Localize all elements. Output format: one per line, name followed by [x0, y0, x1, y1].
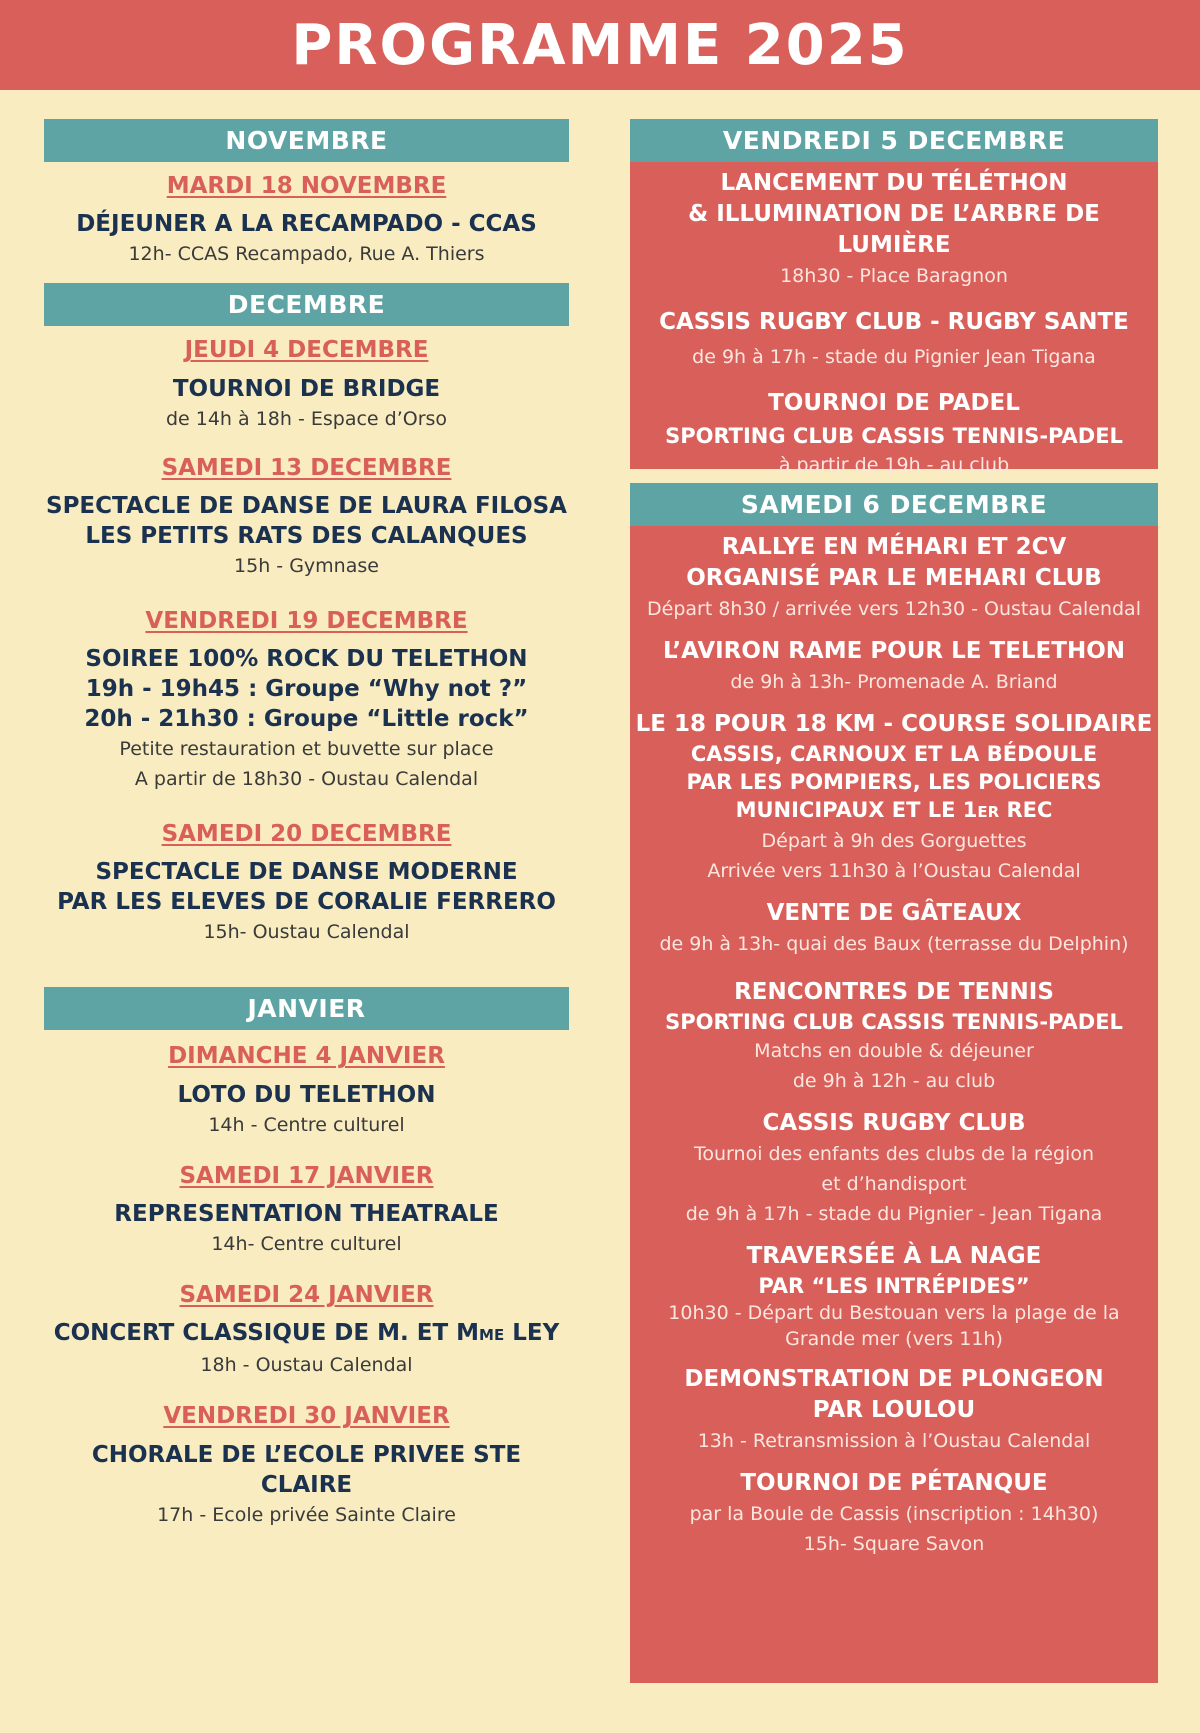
friday-events-panel — [630, 162, 1158, 476]
saturday-event-rallye — [630, 532, 1158, 624]
event-subtitle: CASSIS, CARNOUX ET LA BÉDOULE — [690, 742, 1098, 766]
event-dec-4 — [44, 338, 569, 433]
saturday-events-panel — [630, 526, 1158, 1683]
event-title: SPECTACLE DE DANSE DE LAURA FILOSA — [46, 492, 567, 519]
event-subtitle: SPORTING CLUB CASSIS TENNIS-PADEL — [665, 1010, 1123, 1034]
event-info: par la Boule de Cassis (inscription : 14h30) — [689, 1503, 1099, 1525]
event-info: 12h- CCAS Recampado, Rue A. Thiers — [128, 243, 485, 266]
event-date: SAMEDI 13 DECEMBRE — [161, 454, 452, 481]
event-info: de 9h à 17h - stade du Pignier - Jean Tigana — [685, 1203, 1103, 1225]
event-info: 17h - Ecole privée Sainte Claire — [157, 1503, 456, 1526]
event-title: DÉJEUNER A LA RECAMPADO - CCAS — [76, 211, 537, 238]
event-title: TOURNOI DE BRIDGE — [172, 375, 441, 402]
friday-event-telethon — [630, 168, 1158, 291]
event-date: MARDI 18 NOVEMBRE — [166, 173, 447, 199]
event-subtitle: ORGANISÉ PAR LE MEHARI CLUB — [686, 565, 1102, 591]
event-jan-24 — [44, 1283, 569, 1380]
event-dec-20 — [44, 822, 569, 947]
event-dec-13 — [44, 456, 569, 581]
event-nov-18 — [44, 174, 569, 269]
subtitle-superscript: ER — [977, 803, 1000, 821]
event-title: RENCONTRES DE TENNIS — [734, 979, 1054, 1005]
event-info: Départ à 9h des Gorguettes — [761, 830, 1027, 852]
event-info: 15h - Gymnase — [234, 554, 379, 577]
event-info: 14h- Centre culturel — [211, 1233, 402, 1256]
event-subtitle: PAR LOULOU — [812, 1397, 976, 1423]
event-subtitle: 20h - 21h30 : Groupe “Little rock” — [84, 706, 529, 733]
event-title: CHORALE DE L’ECOLE PRIVEE STE CLAIRE — [91, 1441, 522, 1498]
day-header-saturday: SAMEDI 6 DECEMBRE — [630, 483, 1158, 526]
event-info: à partir de 19h - au club — [778, 454, 1010, 476]
event-date: SAMEDI 20 DECEMBRE — [161, 821, 452, 848]
event-info: 15h- Square Savon — [803, 1533, 985, 1555]
event-date: SAMEDI 24 JANVIER — [179, 1282, 434, 1309]
event-title: CASSIS RUGBY CLUB — [762, 1110, 1026, 1136]
event-info: Petite restauration et buvette sur place — [119, 738, 494, 761]
saturday-event-tennis — [630, 977, 1158, 1096]
event-jan-17 — [44, 1164, 569, 1259]
event-info: et d’handisport — [821, 1173, 967, 1195]
event-title: LANCEMENT DU TÉLÉTHON — [720, 170, 1068, 196]
saturday-event-course — [630, 709, 1158, 886]
saturday-event-gateaux — [630, 898, 1158, 959]
event-title: REPRESENTATION THEATRALE — [114, 1201, 499, 1228]
event-title: SPECTACLE DE DANSE MODERNE — [95, 859, 518, 886]
event-subtitle: PAR LES ELEVES DE CORALIE FERRERO — [57, 889, 556, 916]
event-info: 13h - Retransmission à l’Oustau Calendal — [697, 1430, 1091, 1452]
event-info: de 9h à 12h - au club — [792, 1070, 996, 1092]
event-date: SAMEDI 17 JANVIER — [179, 1162, 434, 1189]
event-title: LOTO DU TELETHON — [177, 1081, 436, 1108]
month-header-november: NOVEMBRE — [44, 119, 569, 162]
event-title — [44, 1318, 569, 1350]
event-dec-19 — [44, 609, 569, 794]
saturday-event-aviron — [630, 636, 1158, 697]
event-jan-4 — [44, 1044, 569, 1139]
event-info: A partir de 18h30 - Oustau Calendal — [134, 768, 479, 791]
event-title: SOIREE 100% ROCK DU TELETHON — [85, 646, 528, 673]
event-title: DEMONSTRATION DE PLONGEON — [684, 1366, 1104, 1392]
event-subtitle — [630, 796, 1158, 826]
event-info: de 9h à 13h- quai des Baux (terrasse du Delphin) — [659, 933, 1129, 955]
saturday-event-petanque — [630, 1468, 1158, 1559]
title-superscript: ME — [479, 1326, 505, 1345]
event-info: de 9h à 17h - stade du Pignier Jean Tigana — [692, 346, 1096, 368]
event-info: de 9h à 13h- Promenade A. Briand — [730, 671, 1058, 693]
event-title: TRAVERSÉE À LA NAGE — [746, 1243, 1042, 1269]
saturday-event-rugby — [630, 1108, 1158, 1229]
event-subtitle: LES PETITS RATS DES CALANQUES — [85, 522, 528, 549]
event-info: 18h30 - Place Baragnon — [780, 265, 1008, 287]
event-info: Matchs en double & déjeuner — [754, 1040, 1034, 1062]
event-info: 18h - Oustau Calendal — [200, 1354, 413, 1377]
month-header-january: JANVIER — [44, 987, 569, 1030]
saturday-event-nage — [630, 1241, 1158, 1352]
right-column — [630, 119, 1158, 1683]
event-info: de 14h à 18h - Espace d’Orso — [165, 407, 448, 430]
event-subtitle: & ILLUMINATION DE L’ARBRE DE LUMIÈRE — [688, 201, 1100, 258]
event-subtitle: 19h - 19h45 : Groupe “Why not ?” — [85, 676, 528, 703]
event-info: Grande mer (vers 11h) — [785, 1328, 1003, 1350]
subtitle-text-end: REC — [999, 798, 1053, 822]
event-date: DIMANCHE 4 JANVIER — [168, 1043, 445, 1070]
event-subtitle: PAR “LES INTRÉPIDES” — [758, 1274, 1030, 1298]
event-info: Départ 8h30 / arrivée vers 12h30 - Oustau Calendal — [647, 598, 1141, 620]
event-info: 14h - Centre culturel — [208, 1113, 405, 1136]
event-info: 15h- Oustau Calendal — [203, 921, 410, 944]
event-title: CASSIS RUGBY CLUB - RUGBY SANTE — [659, 309, 1129, 335]
event-date: VENDREDI 19 DECEMBRE — [145, 607, 468, 634]
event-date: VENDREDI 30 JANVIER — [163, 1403, 450, 1430]
event-title: L’AVIRON RAME POUR LE TELETHON — [662, 638, 1126, 664]
friday-event-rugby — [630, 307, 1158, 372]
event-info: Arrivée vers 11h30 à l’Oustau Calendal — [707, 860, 1081, 882]
event-subtitle: SPORTING CLUB CASSIS TENNIS-PADEL — [665, 424, 1123, 448]
day-header-friday: VENDREDI 5 DECEMBRE — [630, 119, 1158, 162]
friday-event-padel — [630, 388, 1158, 480]
event-jan-30 — [44, 1404, 569, 1529]
saturday-event-plongeon — [630, 1364, 1158, 1456]
title-text: CONCERT CLASSIQUE DE M. ET M — [53, 1320, 480, 1347]
event-info: 10h30 - Départ du Bestouan vers la plage de la — [668, 1302, 1120, 1324]
event-title: TOURNOI DE PÉTANQUE — [740, 1470, 1048, 1496]
event-title: RALLYE EN MÉHARI ET 2CV — [721, 534, 1067, 560]
title-text-end: LEY — [504, 1320, 560, 1347]
event-title: TOURNOI DE PADEL — [768, 390, 1020, 416]
event-title: LE 18 POUR 18 KM - COURSE SOLIDAIRE — [635, 711, 1153, 737]
left-column — [44, 119, 569, 1530]
event-title: VENTE DE GÂTEAUX — [766, 900, 1022, 926]
event-info: Tournoi des enfants des clubs de la région — [694, 1143, 1094, 1165]
subtitle-text: MUNICIPAUX ET LE 1 — [735, 798, 978, 822]
page-title: PROGRAMME 2025 — [0, 0, 1200, 90]
month-header-december: DECEMBRE — [44, 283, 569, 326]
event-subtitle: PAR LES POMPIERS, LES POLICIERS — [686, 770, 1102, 794]
event-date: JEUDI 4 DECEMBRE — [184, 337, 429, 364]
